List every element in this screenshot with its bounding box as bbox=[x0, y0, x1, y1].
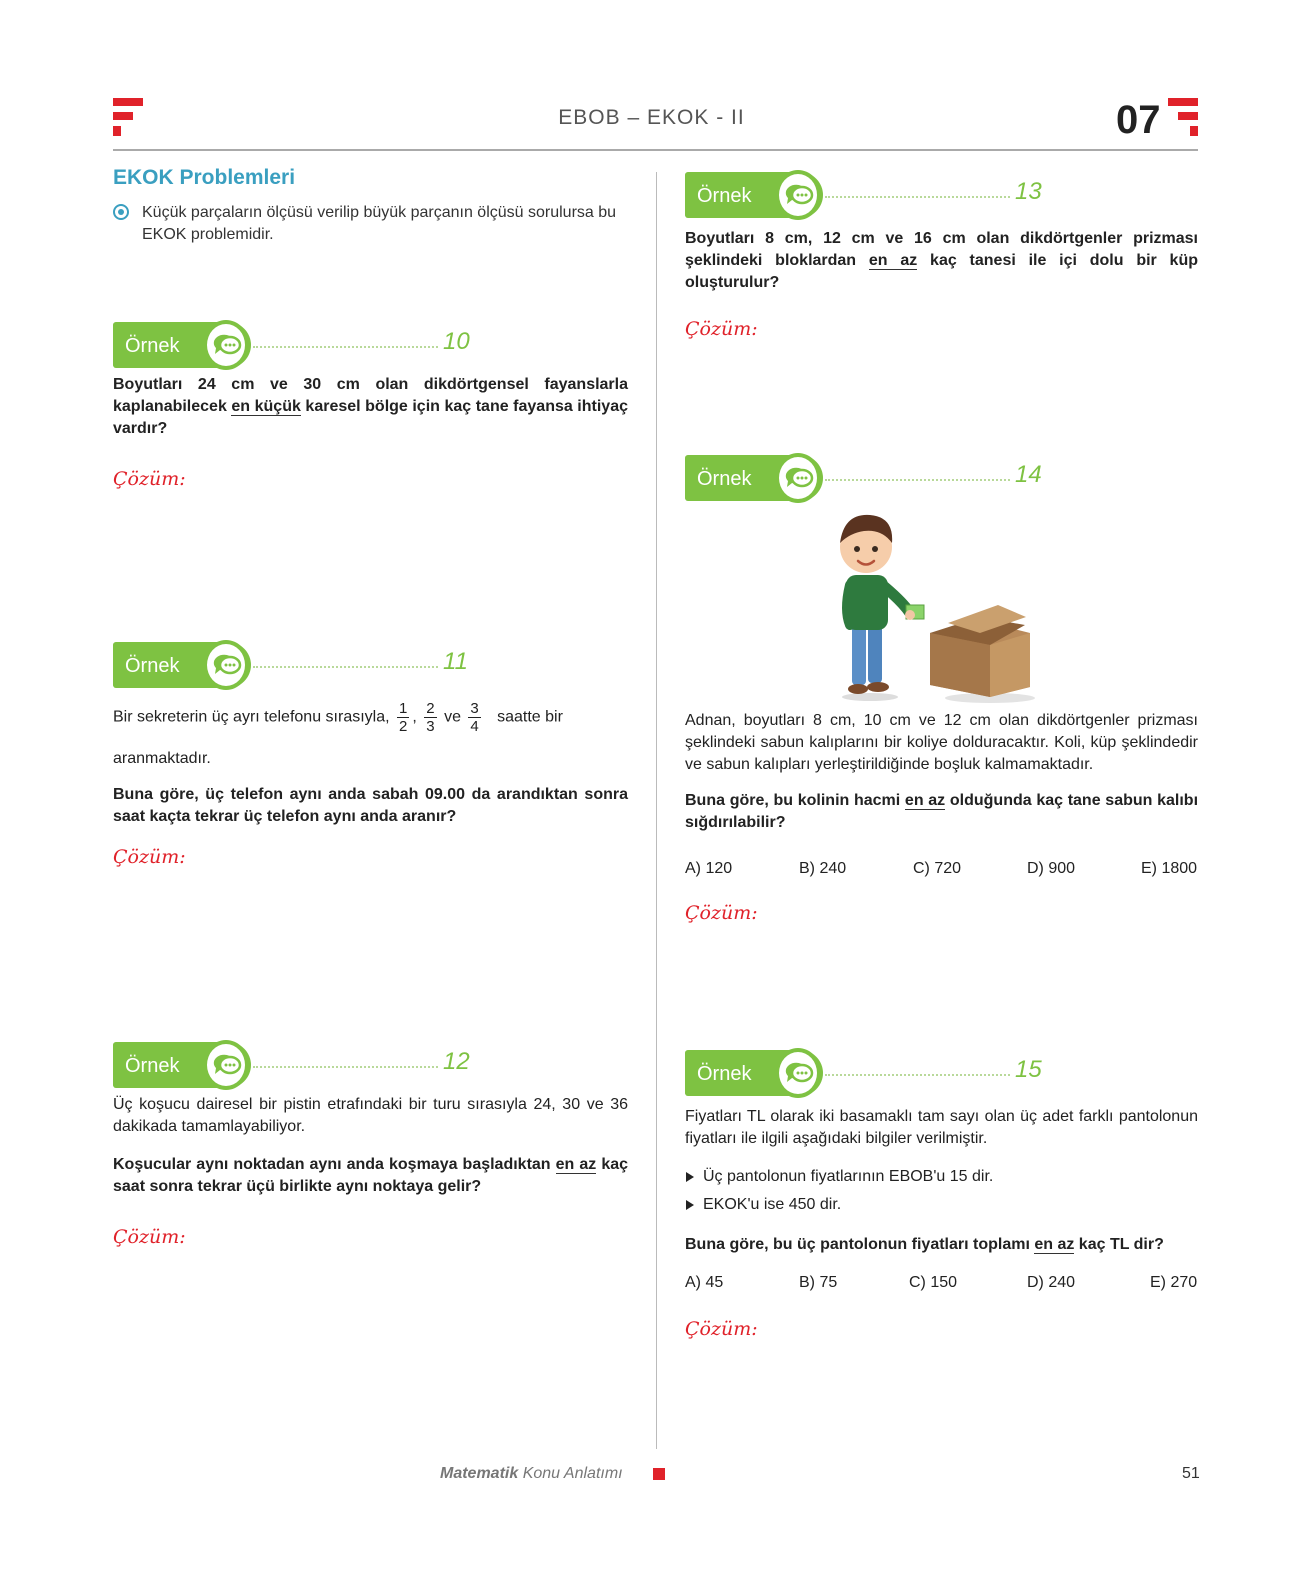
question-15: Buna göre, bu üç pantolonun fiyatları toplamı en az kaç TL dir? bbox=[685, 1236, 1164, 1253]
speech-bubble-icon bbox=[203, 1040, 249, 1090]
question-14-text: Adnan, boyutları 8 cm, 10 cm ve 12 cm olan dikdörtgenler prizması şeklindeki sabun kalıplarını bir koliye dolduracaktır. Koli, küp şeklindedir ve sabun kalıpları yerleştirildiğinde boşluk kalmamaktadır. bbox=[685, 712, 1198, 773]
question-11-text: Bir sekreterin üç ayrı telefonu sırasıyla, $\frac{1}{2}$ , $\frac{2}{3}$ ve $\frac{3}{4}$ saatte bir bbox=[113, 700, 563, 735]
boy-with-box-illustration bbox=[830, 505, 1050, 705]
info-item-1: Üç pantolonun fiyatlarının EBOB'u 15 dir. bbox=[703, 1168, 994, 1185]
choice-b[interactable]: B) 75 bbox=[799, 1274, 838, 1291]
column-divider bbox=[656, 172, 657, 1449]
page-header-title: EBOB – EKOK - II bbox=[558, 106, 745, 129]
cozum-label-13: Çözüm: bbox=[685, 318, 758, 340]
ornek-badge-13: Örnek 13 bbox=[685, 170, 1225, 220]
ornek-badge-14: Örnek 14 bbox=[685, 453, 1225, 503]
question-13: Boyutları 8 cm, 12 cm ve 16 cm olan dikdörtgenler prizması şeklindeki bloklardan en az kaç tanesi ile içi dolu bir küp oluşturulur? bbox=[685, 230, 1198, 291]
choice-c[interactable]: C) 720 bbox=[913, 860, 962, 877]
question-11: Buna göre, üç telefon aynı anda sabah 09.00 da arandıktan sonra saat kaçta tekrar üç telefon aynı anda aranır? bbox=[113, 786, 628, 825]
fraction-1: $\frac{1}{2}$ bbox=[399, 700, 408, 735]
example-number: 15 bbox=[1015, 1056, 1042, 1083]
question-12: Koşucular aynı noktadan aynı anda koşmaya başladıktan en az kaç saat sonra tekrar üçü birlikte aynı noktaya gelir? bbox=[113, 1156, 629, 1195]
choices-14 bbox=[685, 860, 1198, 882]
footer-brand: Matematik Konu Anlatımı bbox=[440, 1465, 623, 1482]
fraction-2: $\frac{2}{3}$ bbox=[426, 700, 435, 735]
choice-c[interactable]: C) 150 bbox=[909, 1274, 958, 1291]
cozum-label-15: Çözüm: bbox=[685, 1318, 758, 1340]
question-10: Boyutları 24 cm ve 30 cm olan dikdörtgensel fayanslarla kaplanabilecek en küçük karesel bölge için kaç tane fayansa ihtiyaç vardır? bbox=[113, 376, 628, 437]
speech-bubble-icon bbox=[775, 170, 821, 220]
choice-a[interactable]: A) 45 bbox=[685, 1274, 724, 1291]
cozum-label-11: Çözüm: bbox=[113, 846, 186, 868]
choice-e[interactable]: E) 1800 bbox=[1141, 860, 1198, 877]
cozum-label-10: Çözüm: bbox=[113, 468, 186, 490]
fraction-3: $\frac{3}{4}$ bbox=[470, 700, 479, 735]
example-number: 12 bbox=[443, 1048, 470, 1075]
example-number: 10 bbox=[443, 328, 470, 355]
question-14: Buna göre, bu kolinin hacmi en az olduğunda kaç tane sabun kalıbı sığdırılabilir? bbox=[685, 792, 1199, 831]
speech-bubble-icon bbox=[775, 1048, 821, 1098]
example-number: 11 bbox=[443, 648, 468, 675]
choice-b[interactable]: B) 240 bbox=[799, 860, 847, 877]
ornek-badge-12: Örnek 12 bbox=[113, 1040, 653, 1090]
info-item-2: EKOK'u ise 450 dir. bbox=[703, 1196, 842, 1213]
page-number: 51 bbox=[1182, 1465, 1200, 1482]
chapter-number: 07 bbox=[1116, 98, 1161, 142]
brand-logo-right bbox=[1168, 98, 1198, 138]
target-bullet-icon bbox=[113, 204, 129, 220]
header-divider bbox=[113, 149, 1198, 151]
choice-a[interactable]: A) 120 bbox=[685, 860, 733, 877]
question-12-text: Üç koşucu dairesel bir pistin etrafındaki bir turu sırasıyla 24, 30 ve 36 dakikada tamamlayabiliyor. bbox=[113, 1096, 628, 1135]
cozum-label-14: Çözüm: bbox=[685, 902, 758, 924]
ornek-badge-10: Örnek 10 bbox=[113, 320, 653, 370]
speech-bubble-icon bbox=[203, 640, 249, 690]
cozum-label-12: Çözüm: bbox=[113, 1226, 186, 1248]
speech-bubble-icon bbox=[203, 320, 249, 370]
ornek-badge-15: Örnek 15 bbox=[685, 1048, 1225, 1098]
section-title: EKOK Problemleri bbox=[113, 166, 296, 189]
footer-square-icon bbox=[653, 1468, 665, 1480]
question-11-text-cont: aranmaktadır. bbox=[113, 750, 211, 767]
example-number: 13 bbox=[1015, 178, 1042, 205]
section-intro: Küçük parçaların ölçüsü verilip büyük parçanın ölçüsü sorulursa bu EKOK problemidir. bbox=[142, 204, 617, 243]
example-number: 14 bbox=[1015, 461, 1042, 488]
question-15-text: Fiyatları TL olarak iki basamaklı tam sayı olan üç adet farklı pantolonun fiyatları ile ilgili aşağıdaki bilgiler verilmiştir. bbox=[685, 1108, 1198, 1147]
choice-d[interactable]: D) 240 bbox=[1027, 1274, 1076, 1291]
ornek-badge-11: Örnek 11 bbox=[113, 640, 653, 690]
choice-d[interactable]: D) 900 bbox=[1027, 860, 1076, 877]
choice-e[interactable]: E) 270 bbox=[1150, 1274, 1198, 1291]
speech-bubble-icon bbox=[775, 453, 821, 503]
choices-15 bbox=[685, 1274, 1198, 1296]
